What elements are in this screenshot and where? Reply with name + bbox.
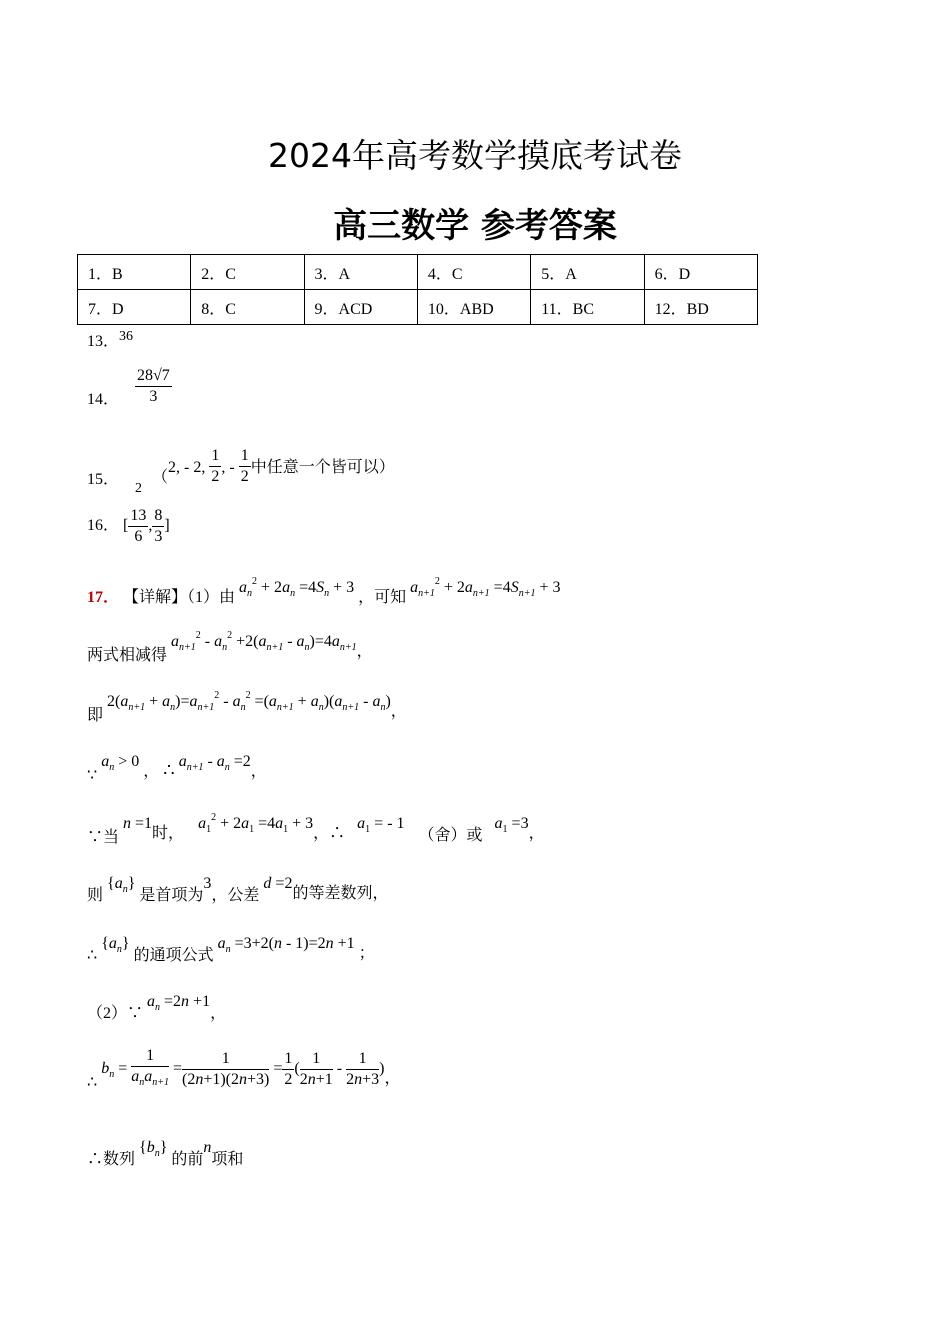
q17-text: 时，: [152, 825, 185, 842]
q16-comma: ,: [148, 517, 153, 535]
q17-text: ∴数列: [87, 1151, 136, 1168]
formula-fraction: $\frac{1}{2}$: [284, 1050, 293, 1088]
formula-fraction: $\frac{1}{a_na_{n+1}}$: [131, 1047, 169, 1088]
q17-text: 即: [87, 707, 104, 724]
q17-text: ，∴: [313, 825, 346, 842]
q15-note: 中任意一个皆可以）: [250, 459, 395, 477]
formula-fraction: $\frac{1}{(2n+1)(2n+3)}$: [182, 1050, 270, 1088]
formula: $a_1^2 + 2a_1 =4a_1 + 3$: [198, 812, 314, 835]
formula: n: [203, 1139, 212, 1156]
because-symbol: ∵: [87, 767, 98, 784]
formula: $a_{n+1} - a_n =2$: [178, 753, 251, 773]
answer-cell: 10．ABD: [417, 290, 530, 325]
formula-fraction: $\frac{1}{2n+1}$: [299, 1050, 333, 1088]
answer-cell: 5．A: [531, 255, 644, 290]
q15-value: 2: [135, 481, 143, 497]
q16-f2-num: 8: [152, 506, 164, 527]
formula: $a_{n+1}^2 + 2a_{n+1} =4S_{n+1} + 3$: [410, 576, 561, 599]
q17-text: ，公差: [211, 887, 260, 904]
q16-label: 16．: [87, 517, 120, 535]
q17-text: ，可知: [358, 589, 407, 606]
formula: $a_n =2n +1$: [147, 993, 211, 1013]
q15-fraction-1: [209, 446, 221, 487]
q13-label: 13．: [87, 333, 120, 350]
q17-line-9: ∴ $b_n$ = $\frac{1}{a_na_{n+1}}$ = $\frac{1}{(2n+1)(2n+3)}$ = $\frac{1}{2}$ ( $\frac{1}{2n+1}$ - $\frac{1}{2n+3}$ )，: [87, 1047, 401, 1092]
q15-f2-den: 2: [240, 468, 249, 485]
q17-text: 两式相减得: [87, 647, 168, 664]
formula: $2(a_{n+1} + a_n)=a_{n+1}^2 - a_n^2 =(a_{n+1} + a_n)(a_{n+1} - a_n)$: [107, 690, 391, 713]
answer-cell: 3．A: [304, 255, 417, 290]
q16-close: ]: [164, 517, 170, 535]
q15-label: 15．: [87, 471, 120, 489]
q17-text: 是首项为: [139, 887, 204, 904]
q17-text: ，: [528, 825, 545, 842]
answer-cell: 7．D: [78, 290, 191, 325]
q16-fraction-1: [128, 506, 148, 547]
q15-sep: , -: [221, 459, 235, 477]
q17-line-3: [87, 688, 407, 724]
formula-fraction: $\frac{1}{2n+3}$: [346, 1050, 380, 1088]
q17-text: ，: [390, 703, 407, 720]
answer-cell: 4．C: [417, 255, 530, 290]
q13-value: 36: [119, 329, 134, 344]
formula: $a_1 =3$: [494, 815, 529, 835]
formula: n =1: [123, 815, 153, 832]
q17-text: ，: [143, 763, 160, 780]
q17-line-7: [87, 930, 375, 964]
q17-detail: 【详解】（1）由: [123, 589, 236, 606]
q17-line-1: [87, 574, 561, 606]
answer-cell: 6．D: [644, 255, 757, 290]
q14-fraction: [135, 366, 172, 407]
q17-text: ，: [250, 763, 267, 780]
q17-text: 则: [87, 887, 104, 904]
page-title: 2024年高考数学摸底考试卷: [268, 136, 682, 175]
q15-f1-den: 2: [211, 468, 220, 485]
answer-cell: 12．BD: [644, 290, 757, 325]
page-subtitle: 高三数学 参考答案: [333, 206, 617, 246]
q14-label: 14．: [87, 391, 120, 409]
q17-label: 17．: [87, 589, 120, 606]
formula: $\{b_n\}$: [139, 1139, 168, 1159]
q17-text: （2）∵: [87, 1005, 144, 1022]
formula: $a_{n+1}^2 - a_n^2 +2(a_{n+1} - a_n)=4a_{n+1}$: [171, 630, 357, 653]
q16-f2-den: 3: [154, 528, 163, 545]
answer-table: [77, 254, 758, 325]
q14-denominator: 3: [149, 388, 158, 405]
q15-fraction-2: [239, 446, 251, 487]
answer-cell: 1．B: [78, 255, 191, 290]
q15-f2-num: 1: [239, 446, 251, 467]
q16-f1-den: 6: [134, 528, 143, 545]
q17-text: 项和: [211, 1151, 244, 1168]
answer-cell: 11．BC: [531, 290, 644, 325]
therefore-symbol: ∴: [87, 1074, 98, 1092]
q14-line: [87, 366, 172, 407]
table-row: [78, 290, 758, 325]
answer-cell: 9．ACD: [304, 290, 417, 325]
answer-cell: 2．C: [191, 255, 304, 290]
q17-text: ，: [384, 1070, 401, 1088]
q14-numerator: 28√7: [135, 366, 172, 387]
q15-line: [87, 446, 395, 497]
formula: $a_n > 0$: [101, 753, 140, 773]
therefore-symbol: ∴: [87, 947, 98, 964]
q17-text: ，: [356, 643, 373, 660]
q17-line-6: [87, 870, 389, 904]
formula: $b_n$ =: [101, 1060, 128, 1081]
formula: $\{a_n\}$: [107, 875, 136, 895]
q15-f1-num: 1: [209, 446, 221, 467]
formula: $a_1$ = - 1: [357, 815, 405, 835]
q17-text: ；: [358, 945, 375, 962]
q16-f1-num: 13: [128, 506, 148, 527]
q17-text: 的通项公式: [133, 947, 214, 964]
q17-text: ∵当: [87, 829, 120, 846]
q13-line: [87, 328, 133, 351]
formula: $\{a_n\}$: [101, 935, 130, 955]
q17-text: 的等差数列，: [292, 885, 389, 902]
q17-text: 的前: [171, 1151, 204, 1168]
q17-line-8: [87, 988, 227, 1022]
therefore-symbol: ∴: [163, 760, 175, 780]
answer-cell: 8．C: [191, 290, 304, 325]
q17-text: （舍）或: [418, 827, 483, 844]
q17-line-5: [87, 810, 545, 846]
q17-line-10: [87, 1134, 244, 1168]
formula: $a_n =3+2(n - 1)=2n +1$: [217, 935, 355, 955]
q17-line-2: [87, 628, 373, 664]
formula: d =2: [263, 875, 293, 892]
q15-options: 2, - 2,: [168, 459, 206, 477]
q16-fraction-2: [152, 506, 164, 547]
q15-paren: （: [152, 469, 169, 487]
q17-value: 3: [203, 875, 212, 892]
q16-open: [: [123, 517, 129, 535]
q17-line-4: [87, 748, 267, 784]
q16-line: [87, 506, 170, 547]
table-row: [78, 255, 758, 290]
q17-text: ，: [210, 1005, 227, 1022]
formula: $a_n^2 + 2a_n =4S_n + 3$: [239, 576, 355, 599]
